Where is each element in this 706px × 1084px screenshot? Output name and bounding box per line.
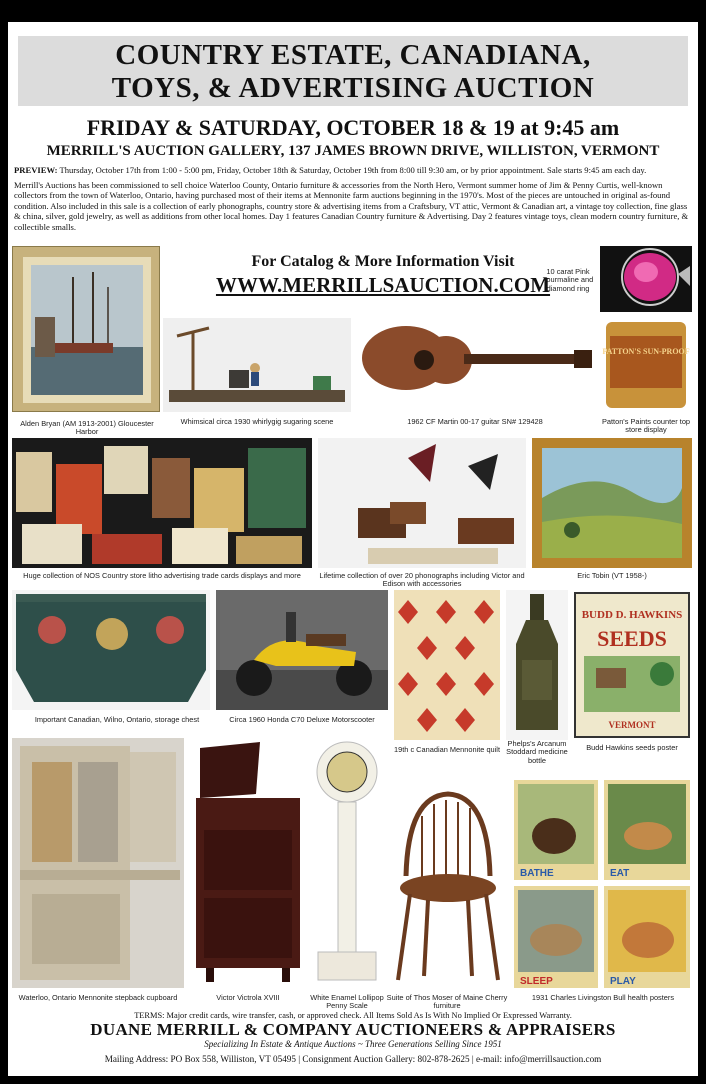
caption-pattons: Patton's Paints counter top store display	[601, 417, 691, 435]
ring-photo	[600, 246, 692, 312]
bottle-photo	[506, 590, 568, 740]
hawkins-poster-title: BUDD D. HAWKINS	[581, 609, 683, 621]
bull-poster-bathe	[514, 780, 598, 880]
auction-venue: MERRILL'S AUCTION GALLERY, 137 JAMES BROWN DRIVE, WILLISTON, VERMONT	[46, 143, 660, 159]
trade-cards-photo	[12, 438, 312, 568]
caption-chairs: Suite of Thos Moser of Maine Cherry furniture	[386, 993, 508, 1011]
caption-bottle: Phelps's Arcanum Stoddard medicine bottle	[506, 739, 568, 765]
caption-quilt: 19th c Canadian Mennonite quilt	[394, 745, 501, 754]
auction-headline	[18, 36, 688, 106]
guitar-photo	[354, 318, 596, 412]
headline-line-2: TOYS, & ADVERTISING AUCTION	[111, 72, 595, 104]
caption-chest: Important Canadian, Wilno, Ontario, storage chest	[34, 715, 200, 724]
caption-tobin: Eric Tobin (VT 1958-)	[577, 571, 647, 580]
scale-photo	[310, 738, 384, 988]
bull-poster-sleep	[514, 886, 598, 988]
caption-whirlygig: Whimsical circa 1930 whirlygig sugaring scene	[180, 417, 334, 426]
preview-text: Thursday, October 17th from 1:00 - 5:00 pm, Friday, October 18th & Saturday, October 19th from 8:00 till 9:30 am, or by prior appointment. Sale starts 9:45 am each day.	[59, 165, 647, 175]
contact-info: Mailing Address: PO Box 558, Williston, VT 05495 | Consignment Auction Gallery: 802-878-2625 | e-mail: info@merrillsauction.com	[104, 1054, 602, 1064]
company-name: DUANE MERRILL & COMPANY AUCTIONEERS & APPRAISERS	[90, 1020, 616, 1039]
pattons-photo	[600, 318, 692, 412]
auction-date: FRIDAY & SATURDAY, OCTOBER 18 & 19 at 9:45 am	[86, 115, 620, 140]
catalog-url-link[interactable]: WWW.MERRILLSAUCTION.COM	[215, 273, 551, 297]
headline-line-1: COUNTRY ESTATE, CANADIANA,	[115, 39, 591, 71]
hawkins-poster-photo	[574, 592, 690, 738]
caption-guitar: 1962 CF Martin 00-17 guitar SN# 129428	[407, 417, 543, 426]
painting-harbor-photo	[12, 246, 160, 412]
sale-description: Merrill's Auctions has been commissioned to sell choice Waterloo County, Ontario furniture & accessories from the North Hero, Vermont summer home of Jim & Penny Curtis, well-known collectors from the town of Waterloo, Ontario, having purchased most of their items at Mennonite farm auctions beginning in the 1970's. Most of the pieces are untouched in original as-found condition. Also included in this sale is a collection of early phonographs, country store & advertising items from a Craftsbury, VT attic, Vermont & Canadian art, a vintage toy collection, fine glass & china, silver, gold jewelry, as well as additions from other local homes. Day 1 features Canadian Country furniture & Advertising. Day 2 features vintage toys, clean modern country furniture, & collectible smalls.	[14, 180, 689, 232]
hawkins-poster-seeds: SEEDS	[597, 626, 667, 651]
caption-cupboard: Waterloo, Ontario Mennonite stepback cupboard	[18, 993, 178, 1002]
bull-poster-play-word: PLAY	[610, 976, 636, 987]
torn-edge-decoration	[0, 0, 706, 30]
cupboard-photo	[12, 738, 184, 988]
phonographs-photo	[318, 438, 526, 568]
preview-info	[14, 165, 696, 176]
whirlygig-photo	[163, 318, 351, 412]
terms-text: TERMS: Major credit cards, wire transfer, cash, or approved check. All Items Sold As Is With No Implied Or Expressed Warranty.	[134, 1011, 572, 1020]
quilt-photo	[394, 590, 500, 740]
tobin-painting-photo	[532, 438, 692, 568]
bull-poster-sleep-word: SLEEP	[520, 976, 553, 987]
bull-poster-play	[604, 886, 690, 988]
caption-victrola: Victor Victrola XVIII	[216, 993, 280, 1002]
chairs-photo	[388, 776, 506, 988]
hawkins-poster-state: VERMONT	[608, 720, 656, 730]
caption-phonographs: Lifetime collection of over 20 phonographs including Victor and Edison with accessories	[319, 571, 525, 589]
caption-painting-harbor: Alden Bryan (AM 1913-2001) Gloucester Harbor	[20, 419, 154, 437]
caption-ring: 10 carat Pink Tourmaline and diamond ring	[542, 267, 594, 293]
caption-trade-cards: Huge collection of NOS Country store litho advertising trade cards displays and more	[23, 571, 301, 580]
chest-photo	[12, 590, 210, 710]
honda-photo	[216, 590, 388, 710]
pattons-can-label: PATTON'S SUN-PROOF	[602, 347, 690, 356]
victrola-photo	[190, 738, 306, 988]
preview-label: PREVIEW:	[14, 165, 58, 175]
caption-honda: Circa 1960 Honda C70 Deluxe Motorscooter	[229, 715, 375, 724]
caption-scale: White Enamel Lollipop Penny Scale	[310, 993, 384, 1011]
bull-poster-eat-word: EAT	[610, 868, 630, 879]
bull-poster-eat	[604, 780, 690, 880]
caption-bull: 1931 Charles Livingston Bull health posters	[531, 993, 675, 1002]
company-tagline: Specializing In Estate & Antique Auctions ~ Three Generations Selling Since 1951	[204, 1039, 502, 1049]
bull-poster-bathe-word: BATHE	[520, 868, 554, 879]
caption-hawkins: Budd Hawkins seeds poster	[586, 743, 678, 752]
catalog-info-text: For Catalog & More Information Visit	[251, 253, 515, 270]
